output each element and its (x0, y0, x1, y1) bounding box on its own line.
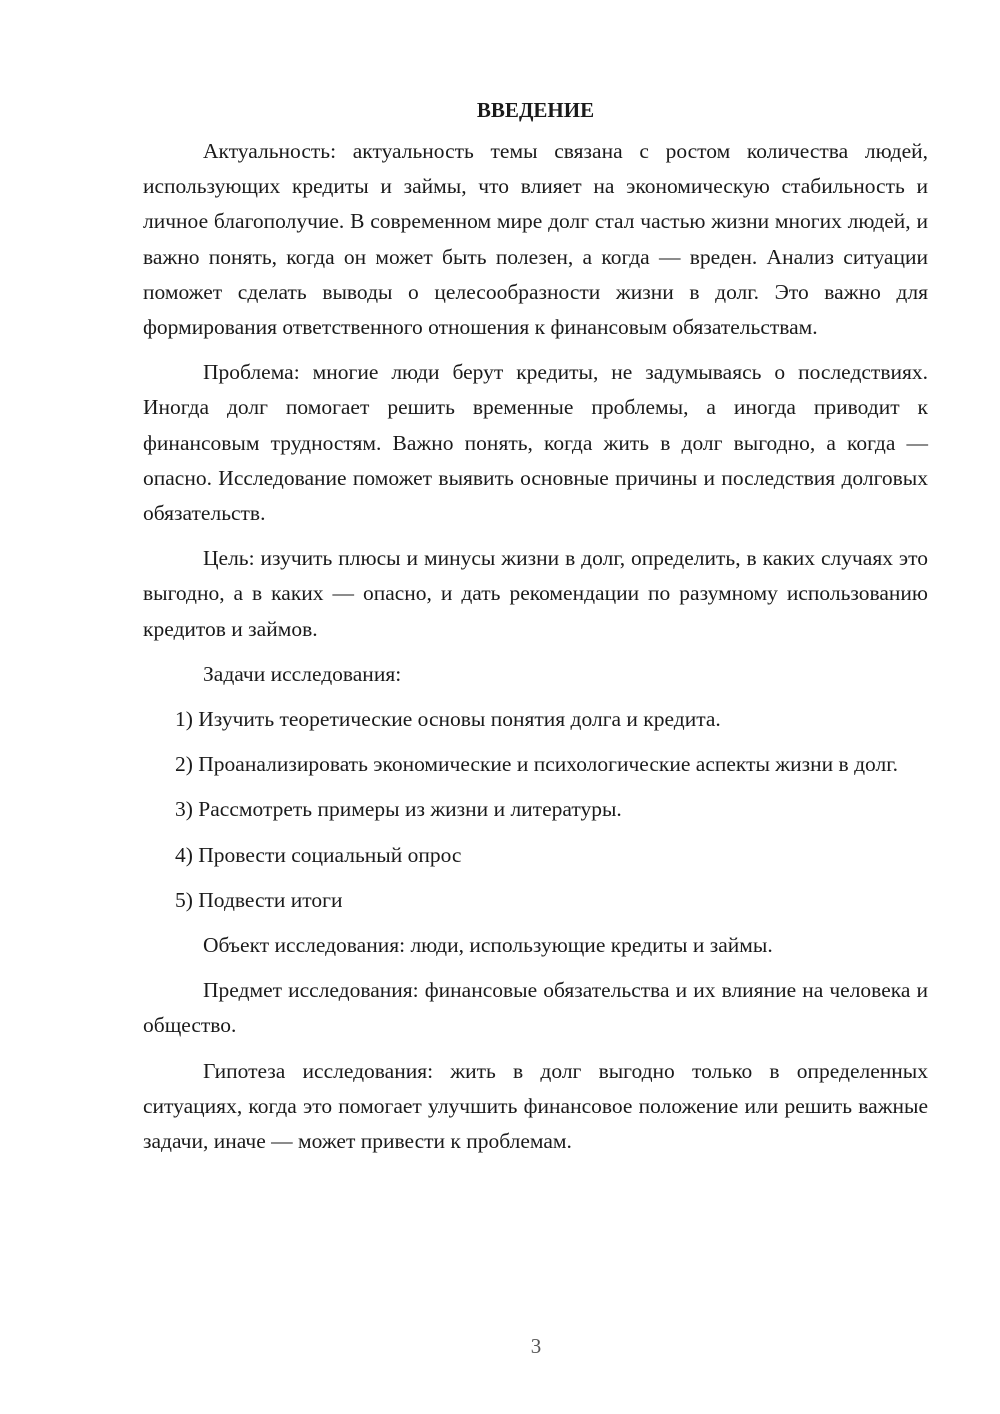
task-item-4: 4) Провести социальный опрос (175, 842, 462, 867)
goal-paragraph: Цель: изучить плюсы и минусы жизни в долг, определить, в каких случаях это выгодно, а в каких — опасно, и дать рекомендации по разумному использованию кредитов и займов. (143, 546, 928, 641)
relevance-paragraph: Актуальность: актуальность темы связана с ростом количества людей, использующих кредиты и займы, что влияет на экономическую стабильность и личное благополучие. В современном мире долг стал частью жизни многих людей, и важно понять, когда он может быть полезен, а когда — вреден. Анализ ситуации поможет сделать выводы о целесообразности жизни в долг. Это важно для формирования ответственного отношения к финансовым обязательствам. (143, 139, 928, 340)
task-item-5: 5) Подвести итоги (175, 887, 343, 912)
task-item-2: 2) Проанализировать экономические и психологические аспекты жизни в долг. (175, 752, 898, 777)
subject-paragraph: Предмет исследования: финансовые обязательства и их влияние на человека и общество. (143, 978, 928, 1038)
page-body (143, 95, 928, 1159)
object-paragraph: Объект исследования: люди, использующие кредиты и займы. (203, 933, 773, 958)
problem-paragraph: Проблема: многие люди берут кредиты, не задумываясь о последствиях. Иногда долг помогает решить временные проблемы, а иногда приводит к финансовым трудностям. Важно понять, когда жить в долг выгодно, а когда — опасно. Исследование поможет выявить основные причины и последствия долговых обязательств. (143, 360, 928, 526)
task-item-3: 3) Рассмотреть примеры из жизни и литературы. (175, 797, 622, 822)
page-number: 3 (530, 1334, 542, 1358)
section-title: ВВЕДЕНИЕ (476, 98, 595, 122)
tasks-heading: Задачи исследования: (203, 661, 402, 686)
task-item-1: 1) Изучить теоретические основы понятия долга и кредита. (175, 707, 721, 732)
hypothesis-paragraph: Гипотеза исследования: жить в долг выгодно только в определенных ситуациях, когда это помогает улучшить финансовое положение или решить важные задачи, иначе — может привести к проблемам. (143, 1058, 928, 1154)
